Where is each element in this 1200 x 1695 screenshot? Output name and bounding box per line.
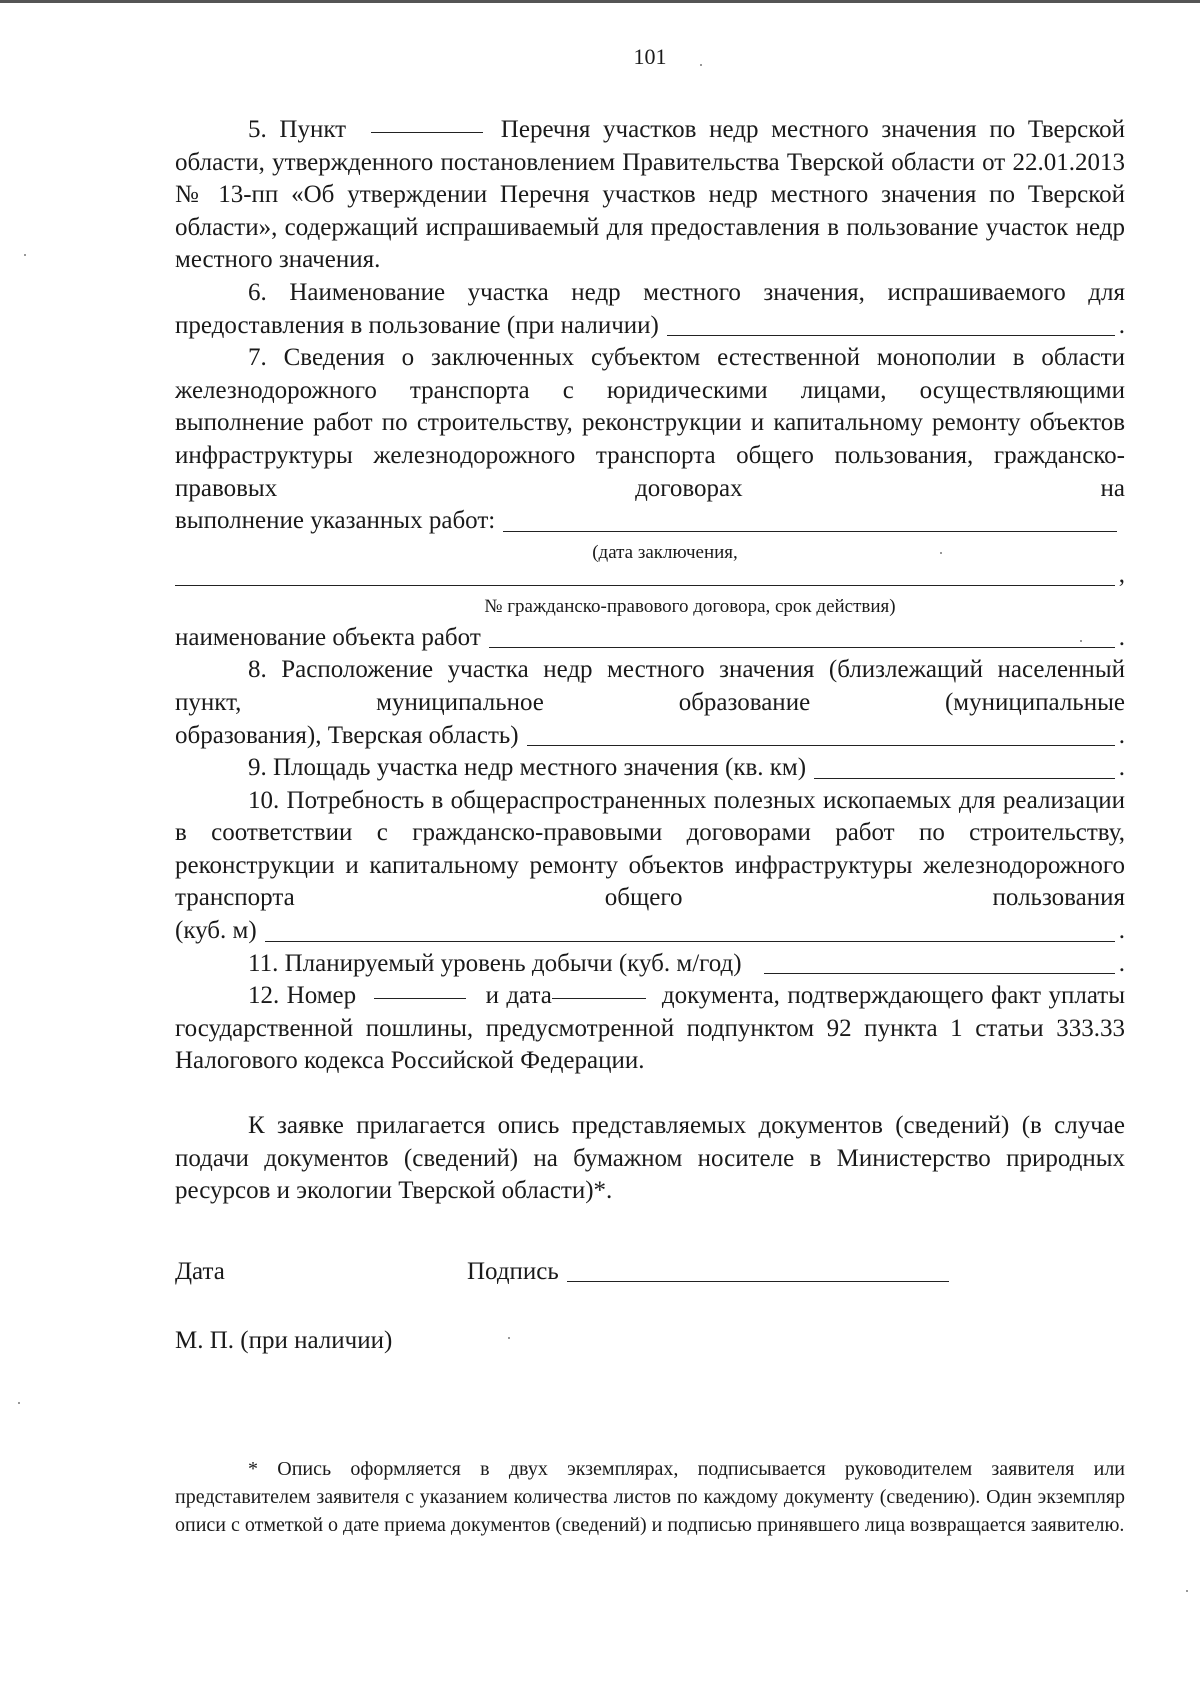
blank-production-level[interactable] <box>764 973 1115 974</box>
scan-speck <box>940 552 942 554</box>
blank-punkt-number[interactable] <box>371 132 483 133</box>
blank-payment-date[interactable] <box>552 998 646 999</box>
item-10-last-line: (куб. м) . <box>175 917 1125 945</box>
item-5: 5. Пункт Перечня участков недр местного значения по Тверской области, утвержденного постановлением Правительства Тверской области от 22.01.2013 № 13-пп «Об утверждении Перечня участков недр местного значения по Тверской области», содержащий испрашиваемый для предоставления в пользование участок недр местного значения. <box>175 116 1126 274</box>
item-8: 8. Расположение участка недр местного значения (близлежащий населенный пункт, муниципальное образование (муниципальные <box>175 656 1125 716</box>
item-12: 12. Номер и дата документа, подтверждающего факт уплаты государственной пошлины, предусмотренной подпунктом 92 пункта 1 статьи 333.33 Налогового кодекса Российской Федерации. <box>175 982 1126 1075</box>
item-8-last-line: образования), Тверская область) . <box>175 721 1125 749</box>
blank-contract-date[interactable] <box>503 531 1117 532</box>
scan-speck <box>1186 1590 1188 1592</box>
footnote: * Опись оформляется в двух экземплярах, подписывается руководителем заявителя или представителем заявителя с указанием количества листов по каждому документу (сведению). Один экземпляр описи с отметкой о дате приема документов (сведений) и подписью принявшего лица возвращается заявителю. <box>175 1458 1125 1536</box>
blank-area-size[interactable] <box>814 778 1115 779</box>
item-10: 10. Потребность в общераспространенных полезных ископаемых для реализации в соответствии с гражданско-правовыми договорами работ по строительству, реконструкции и капитальному ремонту объектов инфраструктуры железнодорожного транспорта общего пользования <box>175 786 1125 912</box>
signature-row <box>175 1258 1125 1286</box>
blank-signature[interactable] <box>567 1281 949 1282</box>
form-items <box>175 114 1125 1208</box>
scan-speck <box>700 64 702 66</box>
item-6-line-2: предоставления в пользование (при наличии) . <box>175 311 1125 339</box>
item-11: 11. Планируемый уровень добычи (куб. м/год) . <box>248 949 1125 977</box>
attachment-note: К заявке прилагается опись представляемых документов (сведений) (в случае подачи документов (сведений) на бумажном носителе в Министерство природных ресурсов и экологии Тверской области)*. <box>175 1112 1125 1205</box>
scan-speck <box>508 1337 510 1339</box>
blank-contract-number[interactable] <box>175 585 1115 586</box>
blank-volume-need[interactable] <box>265 941 1115 942</box>
item-7-contract-line: , <box>175 568 1125 592</box>
item-7-last-line: выполнение указанных работ: <box>175 505 1125 538</box>
stamp-label: М. П. (при наличии) <box>175 1327 393 1354</box>
caption-contract-date: (дата заключения, <box>592 541 738 563</box>
sign-label: Подпись <box>467 1258 559 1285</box>
item-6-line-1: 6. Наименование участка недр местного значения, испрашиваемого для <box>248 278 1125 306</box>
item-7: 7. Сведения о заключенных субъектом естественной монополии в области железнодорожного транспорта с юридическими лицами, осуществляющими выполнение работ по строительству, реконструкции и капитальному ремонту объектов инфраструктуры железнодорожного транспорта общего пользования, гражданско-правовых договорах на <box>175 344 1125 502</box>
scan-speck <box>24 254 26 256</box>
blank-payment-number[interactable] <box>374 998 466 999</box>
caption-contract-number: № гражданско-правового договора, срок действия) <box>484 595 896 617</box>
blank-area-name[interactable] <box>667 335 1115 336</box>
item-9: 9. Площадь участка недр местного значения (кв. км) . <box>248 754 1125 782</box>
scan-speck <box>1080 640 1082 642</box>
blank-object-name[interactable] <box>489 647 1115 648</box>
scan-top-edge <box>0 0 1200 3</box>
date-label: Дата <box>175 1258 225 1285</box>
scan-speck <box>18 1402 20 1404</box>
blank-location[interactable] <box>527 745 1115 746</box>
item-7-object-line: наименование объекта работ . <box>175 623 1125 651</box>
page-number: 101 <box>633 44 667 69</box>
